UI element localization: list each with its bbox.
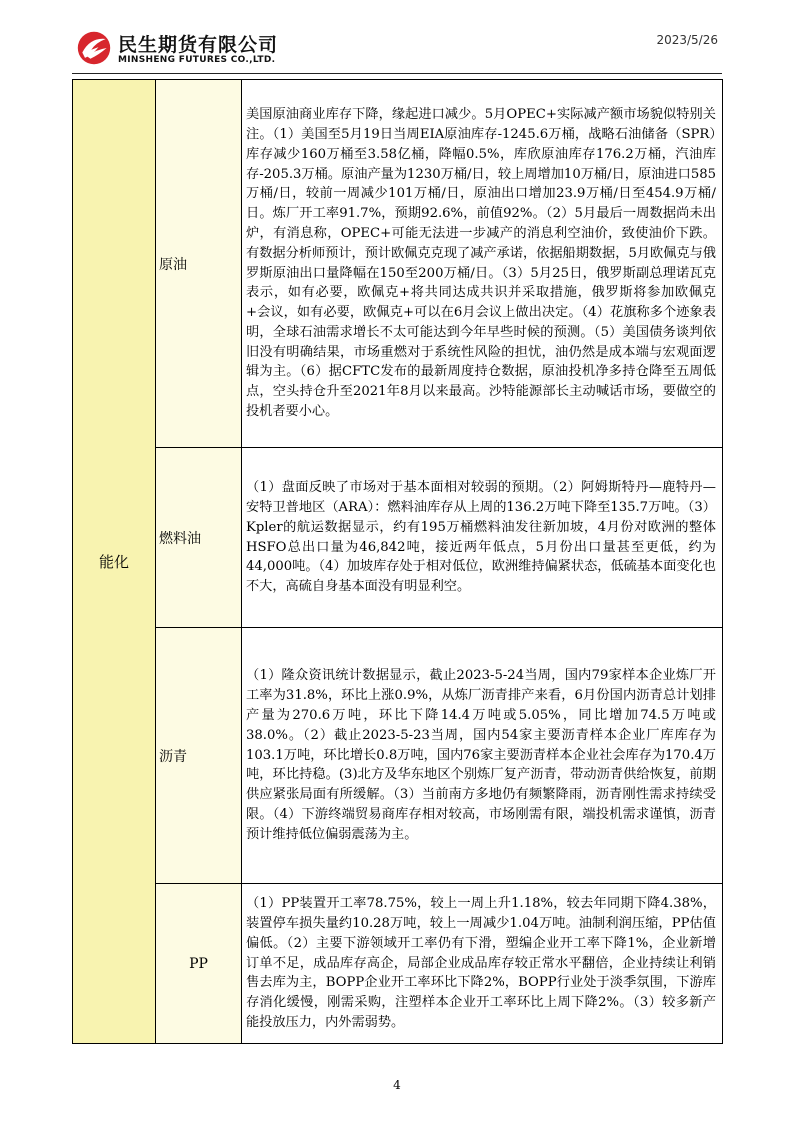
product-label-pp: PP <box>156 884 242 1044</box>
company-name-cn: 民生期货有限公司 <box>118 34 279 56</box>
company-name-en: MINSHENG FUTURES CO.,LTD. <box>118 55 276 65</box>
product-label-fuel-oil: 燃料油 <box>156 448 242 628</box>
product-label-crude: 原油 <box>156 80 242 448</box>
minsheng-logo-icon <box>76 30 112 66</box>
commodity-table <box>72 79 723 1044</box>
table-row <box>73 80 723 448</box>
description-text: 美国原油商业库存下降，缘起进口减少。5月OPEC+实际减产额市场貌似特别关注。（1）美国至5月19日当周EIA原油库存-1245.6万桶，战略石油储备（SPR）库存减少160万桶至3.58亿桶，降幅0.5%，库欣原油库存176.2万桶，汽油库存-205.3万桶。原油产量为1230万桶/日，较上周增加10万桶/日，原油进口585万桶/日，较前一周减少101万桶/日，原油出口增加23.9万桶/日至454.9万桶/日。炼厂开工率91.7%，预期92.6%，前值92%。（2）5月最后一周数据尚未出炉，有消息称，OPEC+可能无法进一步减产的消息利空油价，致使油价下跌。有数据分析师预计，预计欧佩克克现了减产承诺，依据船期数据，5月欧佩克与俄罗斯原油出口量降幅在150至200万桶/日。（3）5月25日，俄罗斯副总理诺瓦克表示，如有必要，欧佩克+将共同达成共识并采取措施，俄罗斯将参加欧佩克+会议，如有必要，欧佩克+可以在6月会议上做出决定。（4）花旗称多个迹象表明，全球石油需求增长不太可能达到今年早些时候的预测。（5）美国债务谈判依旧没有明确结果，市场重燃对于系统性风险的担忧，油仍然是成本端与宏观面逻辑为主。（6）据CFTC发布的最新周度持仓数据，原油投机净多持仓降至五周低点，空头持仓升至2021年8月以来最高。沙特能源部长主动喊话市场，要做空的投机者要小心。 <box>246 107 716 420</box>
product-label-asphalt: 沥青 <box>156 628 242 884</box>
table-row <box>73 448 723 628</box>
description-text: （1）盘面反映了市场对于基本面相对较弱的预期。（2）阿姆斯特丹—鹿特丹—安特卫普地区（ARA）：燃料油库存从上周的136.2万吨下降至135.7万吨。（3）Kpler的航运数据显示，约有195万桶燃料油发往新加坡，4月份对欧洲的整体HSFO总出口量为46,842吨，接近两年低点，5月份出口量甚至更低，约为44,000吨。（4）加坡库存处于相对低位，欧洲维持偏紧状态，低硫基本面变化也不大，高硫自身基本面没有明显利空。 <box>246 480 716 595</box>
description-text: （1）PP装置开工率78.75%，较上一周上升1.18%，较去年同期下降4.38%，装置停车损失量约10.28万吨，较上一周减少1.04万吨。油制利润压缩，PP估值偏低。（2）主要下游领域开工率仍有下滑，塑编企业开工率下降1%，企业新增订单不足，成品库存高企，局部企业成品库存较正常水平翻倍，企业持续让利销售去库为主，BOPP企业开工率环比下降2%，BOPP行业处于淡季氛围，下游库存消化缓慢，刚需采购，注塑样本企业开工率环比上周下降2%。（3）较多新产能投放压力，内外需弱势。 <box>246 896 716 1030</box>
header-divider <box>72 73 722 74</box>
sector-label: 能化 <box>73 80 156 1044</box>
product-description-fuel-oil <box>242 448 723 628</box>
product-description-crude <box>242 80 723 448</box>
table-row <box>73 628 723 884</box>
commodity-table-container <box>72 79 723 1044</box>
table-row <box>73 884 723 1044</box>
description-text: （1）隆众资讯统计数据显示，截止2023-5-24当周，国内79家样本企业炼厂开工率为31.8%，环比上涨0.9%，从炼厂沥青排产来看，6月份国内沥青总计划排产量为270.6万吨，环比下降14.4万吨或5.05%，同比增加74.5万吨或38.0%。（2）截止2023-5-23当周，国内54家主要沥青样本企业厂库库存为103.1万吨，环比增长0.8万吨，国内76家主要沥青样本企业社会库存为170.4万吨，环比持稳。(3)北方及华东地区个别炼厂复产沥青，带动沥青供给恢复，前期供应紧张局面有所缓解。（3）当前南方多地仍有频繁降雨，沥青刚性需求持续受限。（4）下游终端贸易商库存相对较高，市场刚需有限，端投机需求谨慎，沥青预计维持低位偏弱震荡为主。 <box>246 668 716 842</box>
product-description-asphalt <box>242 628 723 884</box>
report-date: 2023/5/26 <box>656 33 718 47</box>
page-header <box>0 0 794 70</box>
product-description-pp <box>242 884 723 1044</box>
page-number: 4 <box>393 1078 401 1092</box>
